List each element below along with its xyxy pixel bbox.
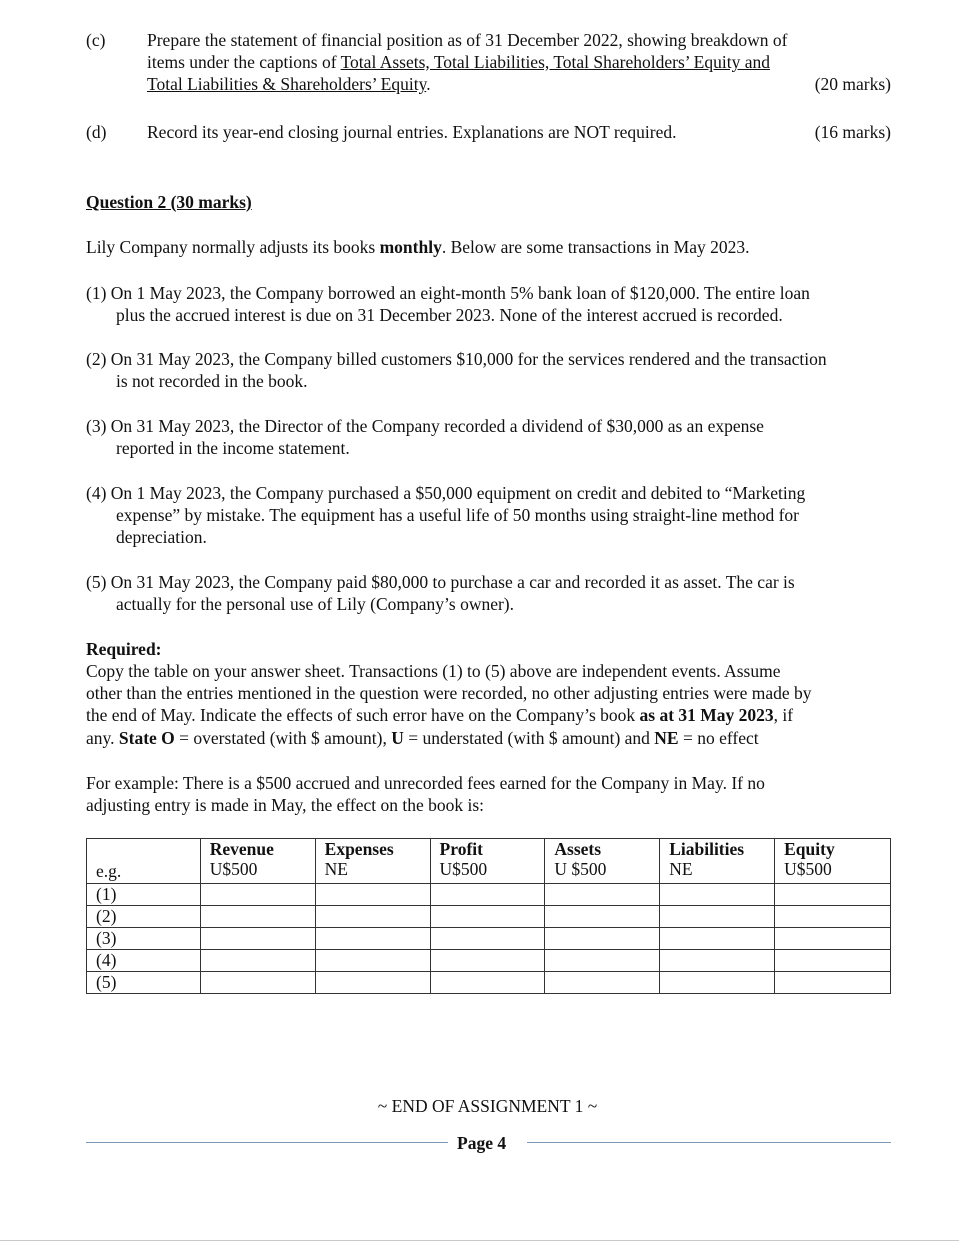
page-bottom-edge bbox=[0, 1240, 959, 1241]
transaction-4-line2: expense” by mistake. The equipment has a useful life of 50 months using straight-line method for bbox=[116, 505, 799, 525]
answer-cell bbox=[430, 884, 545, 906]
answer-cell bbox=[200, 972, 315, 994]
question-2-intro bbox=[86, 236, 750, 258]
part-c-line2 bbox=[147, 51, 770, 73]
required-ne: NE bbox=[654, 728, 679, 748]
eg-value-expenses: NE bbox=[324, 859, 348, 879]
eg-value-equity: U$500 bbox=[784, 859, 832, 879]
answer-cell bbox=[660, 884, 775, 906]
table-cell bbox=[430, 839, 545, 884]
transaction-5-line1: (5) On 31 May 2023, the Company paid $80,000 to purchase a car and recorded it as asset. The car is bbox=[86, 572, 795, 592]
column-header-expenses: Expenses bbox=[324, 839, 394, 859]
answer-cell bbox=[545, 884, 660, 906]
column-header-assets: Assets bbox=[554, 839, 602, 859]
required-line1: Copy the table on your answer sheet. Transactions (1) to (5) above are independent events. Assume bbox=[86, 661, 781, 681]
part-d-text: Record its year-end closing journal entries. Explanations are NOT required. bbox=[147, 122, 677, 142]
transaction-2-line2: is not recorded in the book. bbox=[116, 371, 308, 391]
part-d-label: (d) bbox=[86, 122, 107, 142]
transaction-4-line1: (4) On 1 May 2023, the Company purchased a $50,000 equipment on credit and debited to “Marketing bbox=[86, 483, 806, 503]
answer-cell bbox=[200, 906, 315, 928]
transaction-3-line2: reported in the income statement. bbox=[116, 438, 350, 458]
table-cell bbox=[775, 839, 891, 884]
answer-cell bbox=[315, 928, 430, 950]
part-d-marks: (16 marks) bbox=[814, 122, 891, 142]
transaction-3-line1: (3) On 31 May 2023, the Director of the Company recorded a dividend of $30,000 as an expense bbox=[86, 416, 764, 436]
answer-cell bbox=[200, 928, 315, 950]
answer-cell bbox=[315, 972, 430, 994]
required-line3-b: , if bbox=[773, 705, 794, 725]
answer-cell bbox=[315, 906, 430, 928]
column-header-revenue: Revenue bbox=[209, 839, 274, 859]
page-number: Page 4 bbox=[457, 1133, 507, 1153]
part-c-line3 bbox=[147, 73, 431, 95]
intro-text-b: . Below are some transactions in May 2023. bbox=[441, 237, 750, 257]
required-no-effect: = no effect bbox=[678, 728, 759, 748]
row-label: (1) bbox=[87, 884, 201, 906]
row-label: (4) bbox=[87, 950, 201, 972]
answer-cell bbox=[545, 928, 660, 950]
answer-cell bbox=[315, 950, 430, 972]
table-row bbox=[87, 906, 891, 928]
table-row bbox=[87, 928, 891, 950]
part-c-line1: Prepare the statement of financial position as of 31 December 2022, showing breakdown of bbox=[147, 30, 788, 50]
answer-cell bbox=[775, 884, 891, 906]
intro-text-a: Lily Company normally adjusts its books bbox=[86, 237, 380, 257]
required-line4 bbox=[86, 727, 759, 749]
answer-cell bbox=[775, 950, 891, 972]
answer-cell bbox=[660, 972, 775, 994]
required-line3-a: the end of May. Indicate the effects of such error have on the Company’s book bbox=[86, 705, 640, 725]
footer-rule-left bbox=[86, 1142, 448, 1143]
table-cell bbox=[200, 839, 315, 884]
table-cell bbox=[545, 839, 660, 884]
part-c-line3-end: . bbox=[426, 74, 431, 94]
answer-cell bbox=[660, 906, 775, 928]
question-2-heading: Question 2 (30 marks) bbox=[86, 192, 252, 212]
answer-cell bbox=[430, 950, 545, 972]
required-line2: other than the entries mentioned in the question were recorded, no other adjusting entries were made by bbox=[86, 683, 812, 703]
answer-cell bbox=[200, 950, 315, 972]
required-heading: Required: bbox=[86, 639, 162, 659]
example-line2: adjusting entry is made in May, the effect on the book is: bbox=[86, 795, 485, 815]
footer-rule-right bbox=[527, 1142, 891, 1143]
effects-table bbox=[86, 838, 891, 994]
answer-cell bbox=[430, 928, 545, 950]
answer-cell bbox=[200, 884, 315, 906]
table-row bbox=[87, 884, 891, 906]
column-header-equity: Equity bbox=[784, 839, 835, 859]
required-overstated: = overstated (with $ amount), bbox=[174, 728, 392, 748]
table-row bbox=[87, 972, 891, 994]
answer-cell bbox=[775, 906, 891, 928]
transaction-4-line3: depreciation. bbox=[116, 527, 207, 547]
column-header-liabilities: Liabilities bbox=[669, 839, 745, 859]
eg-label: e.g. bbox=[96, 861, 122, 881]
required-understated: = understated (with $ amount) and bbox=[403, 728, 655, 748]
table-cell bbox=[315, 839, 430, 884]
required-line3 bbox=[86, 704, 793, 726]
part-c-marks: (20 marks) bbox=[814, 74, 891, 94]
column-header-profit: Profit bbox=[439, 839, 483, 859]
eg-value-assets: U $500 bbox=[554, 859, 607, 879]
intro-bold: monthly bbox=[379, 237, 442, 257]
required-any: any. bbox=[86, 728, 119, 748]
row-label: (5) bbox=[87, 972, 201, 994]
required-date: as at 31 May 2023 bbox=[639, 705, 774, 725]
table-cell bbox=[660, 839, 775, 884]
required-state-o: State O bbox=[118, 728, 175, 748]
part-c-captions-1: Total Assets, Total Liabilities, Total Shareholders’ Equity and bbox=[340, 52, 770, 72]
answer-cell bbox=[315, 884, 430, 906]
answer-cell bbox=[545, 972, 660, 994]
answer-cell bbox=[775, 928, 891, 950]
answer-cell bbox=[545, 950, 660, 972]
required-u: U bbox=[391, 728, 404, 748]
part-c-captions-2: Total Liabilities & Shareholders’ Equity bbox=[147, 74, 427, 94]
eg-value-revenue: U$500 bbox=[209, 859, 258, 879]
answer-cell bbox=[660, 928, 775, 950]
part-c-label: (c) bbox=[86, 30, 106, 50]
table-row-example bbox=[87, 839, 891, 884]
eg-value-liabilities: NE bbox=[669, 859, 693, 879]
transaction-5-line2: actually for the personal use of Lily (Company’s owner). bbox=[116, 594, 515, 614]
answer-cell bbox=[430, 906, 545, 928]
answer-cell bbox=[775, 972, 891, 994]
transaction-1-line1: (1) On 1 May 2023, the Company borrowed an eight-month 5% bank loan of $120,000. The entire loan bbox=[86, 283, 810, 303]
transaction-2-line1: (2) On 31 May 2023, the Company billed customers $10,000 for the services rendered and the transaction bbox=[86, 349, 827, 369]
table-row bbox=[87, 950, 891, 972]
transaction-1-line2: plus the accrued interest is due on 31 December 2023. None of the interest accrued is recorded. bbox=[116, 305, 783, 325]
row-label: (2) bbox=[87, 906, 201, 928]
part-c-line2-text: items under the captions of bbox=[147, 52, 341, 72]
eg-value-profit: U$500 bbox=[439, 859, 488, 879]
example-line1: For example: There is a $500 accrued and unrecorded fees earned for the Company in May. If no bbox=[86, 773, 765, 793]
end-of-assignment: ~ END OF ASSIGNMENT 1 ~ bbox=[377, 1096, 598, 1116]
answer-cell bbox=[545, 906, 660, 928]
answer-cell bbox=[430, 972, 545, 994]
answer-cell bbox=[660, 950, 775, 972]
row-label: (3) bbox=[87, 928, 201, 950]
table-cell-eg bbox=[87, 839, 201, 884]
